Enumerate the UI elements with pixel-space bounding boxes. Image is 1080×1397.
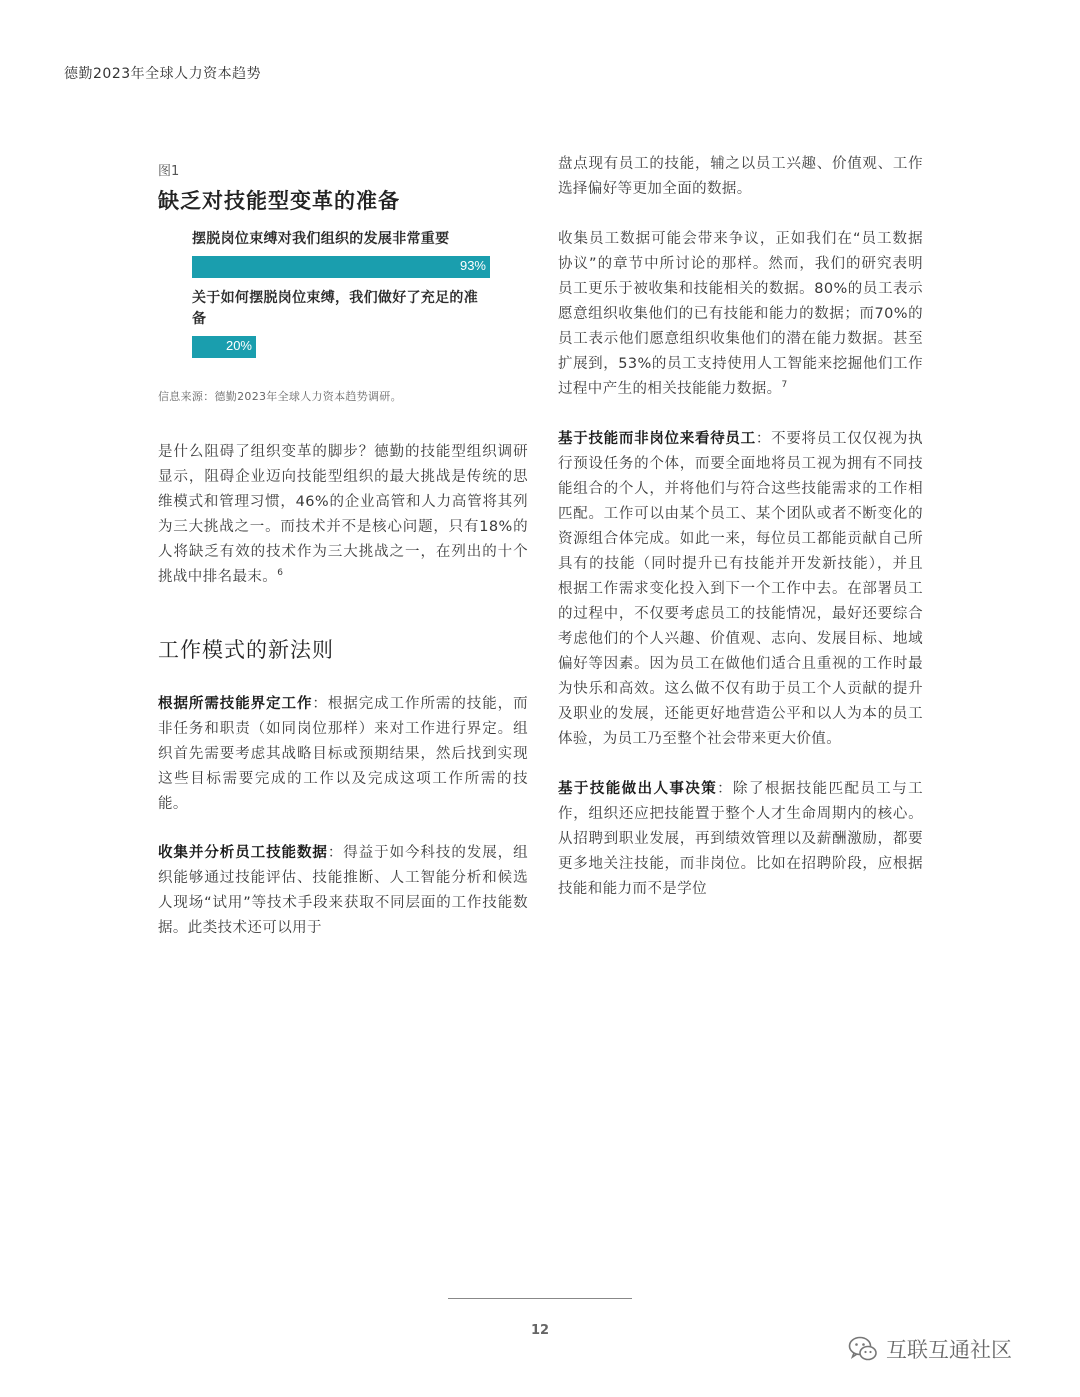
watermark-text: 互联互通社区 <box>886 1338 1012 1362</box>
bar-category-label: 关于如何摆脱岗位束缚，我们做好了充足的准备 <box>192 290 478 327</box>
watermark <box>848 1334 1012 1364</box>
lead-collect-data: 收集并分析员工技能数据 <box>158 845 328 861</box>
bar-gap <box>192 278 492 288</box>
bar-track <box>192 256 492 278</box>
left-column <box>158 160 528 941</box>
text-view-employees: ：不要将员工仅仅视为执行预设任务的个体，而要全面地将员工视为拥有不同技能组合的个人，并将他们与符合这些技能需求的工作相匹配。工作可以由某个员工、某个团队或者不断变化的资源组合体完成。如此一来，每位员工都能贡献自己所具有的技能（同时提升已有技能并开发新技能），并且根据工作需求变化投入到下一个工作中去。在部署员工的过程中，不仅要考虑员工的技能情况，最好还要综合考虑他们的个人兴趣、价值观、志向、发展目标、地域偏好等因素。因为员工在做他们适合且重视的工作时最为快乐和高效。这么做不仅有助于员工个人贡献的提升及职业的发展，还能更好地营造公平和以人为本的员工体验，为员工乃至整个社会带来更大价值。 <box>558 431 924 747</box>
lead-define-work: 根据所需技能界定工作 <box>158 696 313 712</box>
text-hr-decisions: ：除了根据技能匹配员工与工作，组织还应把技能置于整个人才生命周期内的核心。从招聘到职业发展，再到绩效管理以及薪酬激励，都要更多地关注技能，而非岗位。比如在招聘阶段，应根据技能和能力而不是学位 <box>558 781 924 897</box>
paragraph-employee-data <box>558 227 923 402</box>
figure <box>158 160 528 404</box>
page-number: 12 <box>530 1323 550 1338</box>
lead-view-employees: 基于技能而非岗位来看待员工 <box>558 431 756 447</box>
running-header: 德勤2023年全球人力资本趋势 <box>64 66 262 82</box>
bar-value-label: 20% <box>225 338 252 353</box>
footnote-ref: 6 <box>277 568 284 579</box>
text-collect-data: ：得益于如今科技的发展，组织能够通过技能评估、技能推断、人工智能分析和候选人现场“试用”等技术手段来获取不同层面的工作技能数据。此类技术还可以用于 <box>158 845 528 936</box>
bar-track <box>192 336 492 358</box>
paragraph-obstacles-text: 是什么阻碍了组织变革的脚步？德勤的技能型组织调研显示，阻碍企业迈向技能型组织的最大挑战是传统的思维模式和管理习惯，46%的企业高管和人力高管将其列为三大挑战之一。而技术并不是核心问题，只有18%的人将缺乏有效的技术作为三大挑战之一，在列出的十个挑战中排名最末。 <box>158 444 528 585</box>
text-define-work: ：根据完成工作所需的技能，而非任务和职责（如同岗位那样）来对工作进行界定。组织首先需要考虑其战略目标或预期结果，然后找到实现这些目标需要完成的工作以及完成这项工作所需的技能。 <box>158 696 528 812</box>
paragraph-inventory: 盘点现有员工的技能，辅之以员工兴趣、价值观、工作选择偏好等更加全面的数据。 <box>558 156 923 197</box>
bar-value-label: 93% <box>459 258 486 273</box>
wechat-icon <box>848 1335 878 1363</box>
bar <box>192 336 256 358</box>
paragraph-define-work <box>158 692 528 817</box>
figure-source: 信息来源：德勤2023年全球人力资本趋势调研。 <box>158 390 402 403</box>
right-column <box>558 152 923 902</box>
figure-title: 缺乏对技能型变革的准备 <box>158 189 400 213</box>
bar-category-label: 摆脱岗位束缚对我们组织的发展非常重要 <box>192 231 450 247</box>
section-heading: 工作模式的新法则 <box>158 638 334 662</box>
paragraph-obstacles <box>158 440 528 590</box>
bar-chart <box>192 229 492 358</box>
footnote-ref: 7 <box>781 380 788 391</box>
figure-label: 图1 <box>158 164 180 179</box>
paragraph-hr-decisions <box>558 777 923 902</box>
paragraph-employee-data-text: 收集员工数据可能会带来争议，正如我们在“员工数据协议”的章节中所讨论的那样。然而，我们的研究表明员工更乐于被收集和技能相关的数据。80%的员工表示愿意组织收集他们的已有技能和能力的数据；而70%的员工表示他们愿意组织收集他们的潜在能力数据。甚至扩展到，53%的员工支持使用人工智能来挖掘他们工作过程中产生的相关技能能力数据。 <box>558 231 923 397</box>
footer-divider <box>448 1298 632 1299</box>
bar <box>192 256 490 278</box>
paragraph-collect-data <box>158 841 528 941</box>
paragraph-view-employees <box>558 427 923 752</box>
lead-hr-decisions: 基于技能做出人事决策 <box>558 781 718 797</box>
